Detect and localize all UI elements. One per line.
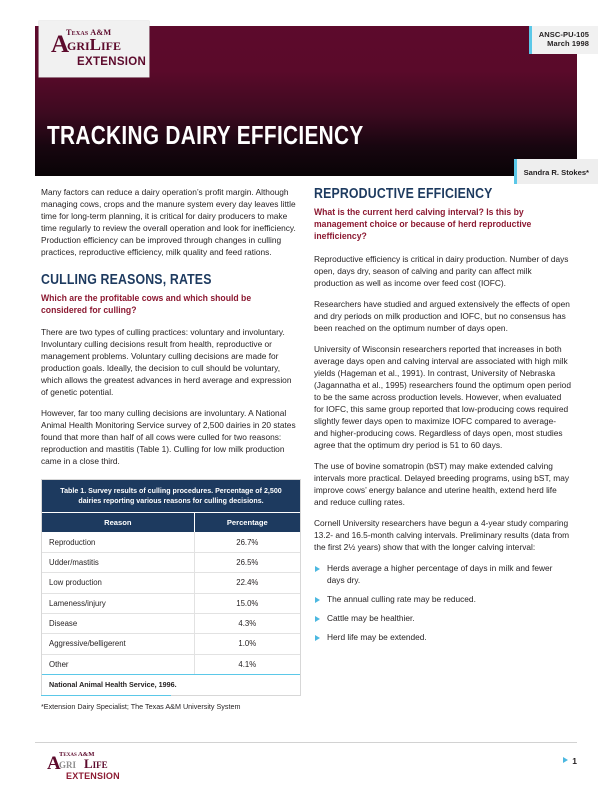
table-row xyxy=(42,654,300,674)
logo-texas-am-text: Texas A&M xyxy=(66,28,112,37)
cell-reason: Udder/mastitis xyxy=(42,552,194,572)
cell-reason: Reproduction xyxy=(42,532,194,552)
page-number xyxy=(563,756,577,766)
triangle-bullet-icon xyxy=(315,597,320,603)
footnote-divider xyxy=(41,695,171,696)
list-item-label: Cattle may be healthier. xyxy=(327,612,415,623)
subsection-heading-reproductive: What is the current herd calving interval? Is this by management choice or because of herd reproductive inefficiency? xyxy=(314,207,532,243)
cell-reason: Other xyxy=(49,659,69,669)
list-item-label: Herd life may be extended. xyxy=(327,631,427,642)
footer-logo-life-text: Life xyxy=(84,756,108,771)
cell-reason: Low production xyxy=(42,573,194,593)
right-column xyxy=(314,186,572,650)
logo-extension-text: EXTENSION xyxy=(77,56,147,68)
publication-number: ANSC-PU-105 xyxy=(538,30,589,39)
triangle-bullet-icon xyxy=(315,635,320,641)
table-source-note: National Animal Health Service, 1996. xyxy=(42,674,300,695)
table-row xyxy=(42,613,300,633)
cell-percentage: 4.1% xyxy=(194,654,300,674)
cell-reason: Lameness/injury xyxy=(42,593,194,613)
reproductive-paragraph-4: The use of bovine somatropin (bST) may make extended calving intervals more practical. Delayed breeding programs, using bST, may improve cows’ energy balance and uterine health, extend herd life and reduce culling rates. xyxy=(314,460,570,507)
logo-agrilife-text: griLife xyxy=(67,35,122,54)
footer-logo-extension-text: EXTENSION xyxy=(66,771,120,781)
page-number-value: 1 xyxy=(572,756,577,766)
footer-agrilife-logo xyxy=(38,750,158,786)
table-row xyxy=(42,593,300,613)
footer-logo-texas-am-text: Texas A&M xyxy=(59,751,95,758)
cell-percentage: 26.5% xyxy=(194,552,300,572)
triangle-bullet-icon xyxy=(315,566,320,572)
cell-reason: Disease xyxy=(42,613,194,633)
cell-percentage: 26.7% xyxy=(194,532,300,552)
reproductive-paragraph-1: Reproductive efficiency is critical in dairy production. Number of days open, days dry, season of calving and parity can affect milk production as well as income over feed cost (IOFC). xyxy=(314,253,569,288)
author-name: Sandra R. Stokes* xyxy=(523,168,589,177)
cell-percentage: 15.0% xyxy=(194,593,300,613)
culling-reasons-table xyxy=(41,479,301,696)
table-row xyxy=(42,552,300,572)
publication-date: March 1998 xyxy=(547,39,589,49)
list-item-label: Herds average a higher percentage of days in milk and fewer days dry. xyxy=(327,562,553,585)
table-row xyxy=(42,634,300,654)
subsection-heading-culling: Which are the profitable cows and which should be considered for culling? xyxy=(41,293,252,317)
table-row xyxy=(42,532,300,552)
column-header-percentage: Percentage xyxy=(194,513,300,533)
list-item xyxy=(314,631,572,643)
triangle-bullet-icon xyxy=(315,616,320,622)
publication-badge xyxy=(529,26,598,54)
list-item xyxy=(314,562,572,586)
cell-percentage: 1.0% xyxy=(194,634,300,654)
list-item xyxy=(314,593,572,605)
logo-a-glyph: A xyxy=(51,31,70,58)
section-heading-culling: CULLING REASONS, RATES xyxy=(41,272,212,288)
section-heading-reproductive: REPRODUCTIVE EFFICIENCY xyxy=(314,186,493,202)
list-item xyxy=(314,612,572,624)
cell-reason: Aggressive/belligerent xyxy=(42,634,194,654)
culling-paragraph-2: However, far too many culling decisions are involuntary. A National Animal Health Monitoring Service survey of 2,500 dairies in 20 states found that more than half of all cows were culled for two reasons: reproduction and mastitis (Table 1). Culling for low milk production came in a close third. xyxy=(41,408,296,467)
table-row xyxy=(42,573,300,593)
footer-logo-gri-text: gri xyxy=(59,756,77,771)
footnote-text: *Extension Dairy Specialist; The Texas A&M University System xyxy=(41,702,241,712)
cell-percentage: 4.3% xyxy=(194,613,300,633)
author-byline-badge xyxy=(514,159,598,184)
triangle-bullet-icon xyxy=(563,757,568,763)
table-caption: Table 1. Survey results of culling procedures. Percentage of 2,500 dairies reporting various reasons for culling decisions. xyxy=(42,480,300,512)
footer-logo-a-glyph: A xyxy=(47,753,61,774)
reproductive-paragraph-2: Researchers have studied and argued extensively the effects of open and dry periods on milk production and IOFC, but no consensus has been reached on the optimum number of days open. xyxy=(314,298,570,333)
agrilife-extension-logo xyxy=(39,21,149,77)
cell-percentage: 22.4% xyxy=(194,573,300,593)
left-column xyxy=(41,186,299,696)
reproductive-paragraph-3: University of Wisconsin researchers reported that increases in both average days open and calving interval are associated with high milk yields (Hageman et al., 1991). In contrast, University of Nebraska (Jagannatha et al., 1995) researchers found the optimum open period to be the same across production levels. However, when evaluated for IOFC, this same group reported that low-producing cows required slightly fewer days open to maximize IOFC compared to average- and higher-producing cows. Regardless of days open, most studies agree that the optimum dry period is 51 to 60 days. xyxy=(314,343,571,450)
reproductive-paragraph-5: Cornell University researchers have begun a 4-year study comparing 13.2- and 16.5-month calving intervals. Preliminary results (data from the first 2½ years) show that with the longer calving interval: xyxy=(314,517,570,552)
table-header-row xyxy=(42,513,300,533)
list-item-label: The annual culling rate may be reduced. xyxy=(327,593,476,604)
footnote-block xyxy=(41,695,299,711)
culling-paragraph-1: There are two types of culling practices: voluntary and involuntary. Involuntary culling decisions result from health, reproductive or management problems. Voluntary culling decisions are made for production goals. Ideally, the decision to cull should be voluntary, which allows the greatest advances in herd average and expression of genetic potential. xyxy=(41,327,292,398)
footer-divider xyxy=(35,742,577,743)
column-header-reason: Reason xyxy=(42,513,194,533)
intro-paragraph: Many factors can reduce a dairy operation’s profit margin. Although managing cows, crops and the manure system every day leaves little time for long-term planning, it is critical for dairy producers to make time regularly to review the overall operation and look for inefficiency. Production efficiency can be improved through changes in culling practices, reproductive efficiency, milk quality and feed rations. xyxy=(41,187,296,257)
page-title: TRACKING DAIRY EFFICIENCY xyxy=(47,120,364,150)
calving-interval-bullet-list xyxy=(314,562,572,643)
